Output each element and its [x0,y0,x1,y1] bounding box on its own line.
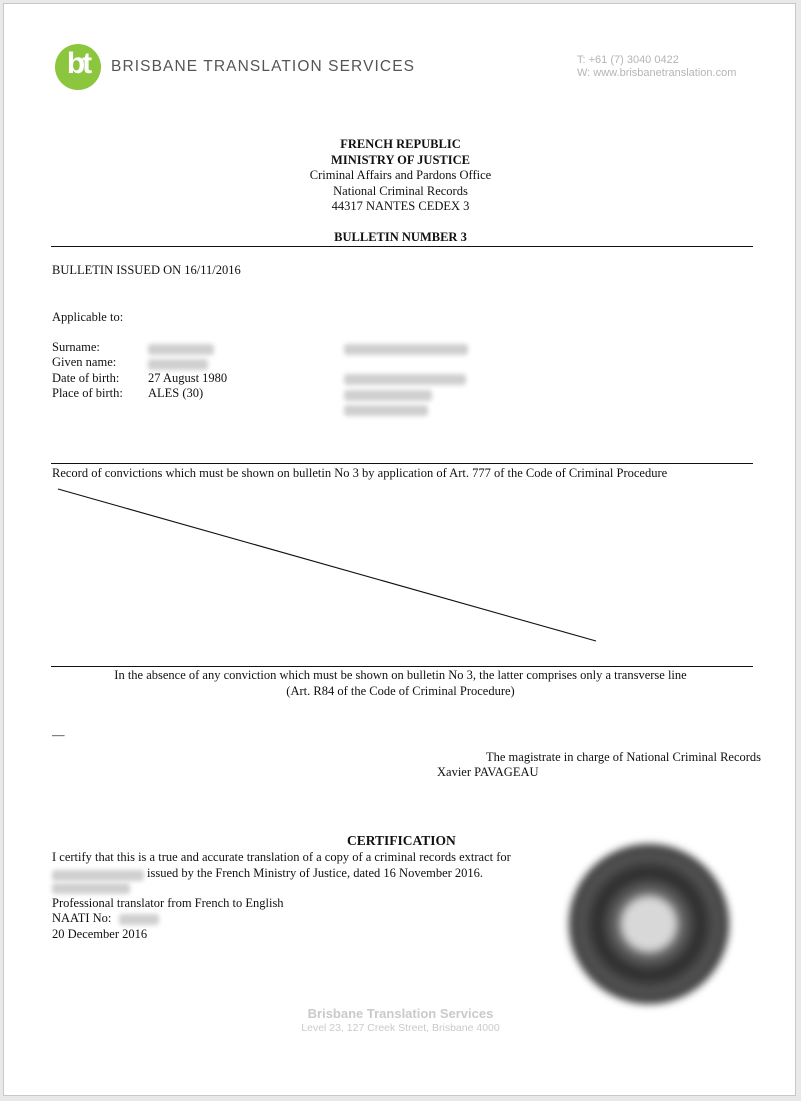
magistrate-role: The magistrate in charge of National Criminal Records [486,750,762,764]
bulletin-issued: BULLETIN ISSUED ON 16/11/2016 [52,263,241,277]
dob-label: Date of birth: [52,371,120,385]
issuer-records: National Criminal Records [333,183,468,198]
contact-web: W: www.brisbanetranslation.com [577,67,737,79]
bulletin-title: BULLETIN NUMBER 3 [334,230,467,244]
pob-value: ALES (30) [148,386,204,400]
convictions-note-line1: In the absence of any conviction which must be shown on bulletin No 3, the latter comprises only a transverse line [114,668,687,682]
footer-company: Brisbane Translation Services [307,1006,494,1021]
naati-label: NAATI No: [52,911,112,925]
brand-name: BRISBANE TRANSLATION SERVICES [111,58,416,75]
translator-seal [569,844,729,1004]
issuer-address: 44317 NANTES CEDEX 3 [331,199,470,213]
contact-phone: T: +61 (7) 3040 0422 [577,54,679,66]
footer-address: Level 23, 127 Creek Street, Brisbane 4000 [301,1022,500,1034]
redacted-applicant-name [52,870,144,881]
certification-line1: I certify that this is a true and accurate translation of a copy of a criminal records extract for [52,850,511,864]
redacted-applicant-name [52,883,130,894]
certification-line2: issued by the French Ministry of Justice, dated 16 November 2016. [147,866,484,880]
certification-title: CERTIFICATION [347,833,456,848]
certification-date: 20 December 2016 [52,927,148,941]
transverse-line [4,4,797,704]
given-name-label: Given name: [52,355,117,369]
issuer-office: Criminal Affairs and Pardons Office [309,168,492,182]
pob-label: Place of birth: [52,386,123,400]
issuer-ministry: MINISTRY OF JUSTICE [331,152,470,167]
logo-glyph: bt [66,47,90,80]
signature-dash: — [52,728,65,742]
issuer-country: FRENCH REPUBLIC [340,137,461,151]
convictions-note [4,668,797,699]
document-page [3,3,796,1096]
surname-label: Surname: [52,340,100,354]
magistrate-name: Xavier PAVAGEAU [437,765,539,779]
convictions-note-line2: (Art. R84 of the Code of Criminal Procedure) [286,683,515,698]
redacted-naati-number [119,914,159,925]
applicable-to-label: Applicable to: [52,310,124,324]
translator-line: Professional translator from French to English [52,896,284,910]
convictions-heading: Record of convictions which must be shown on bulletin No 3 by application of Art. 777 of the Code of Criminal Procedure [52,466,668,480]
dob-value: 27 August 1980 [148,371,228,385]
divider [51,666,753,667]
